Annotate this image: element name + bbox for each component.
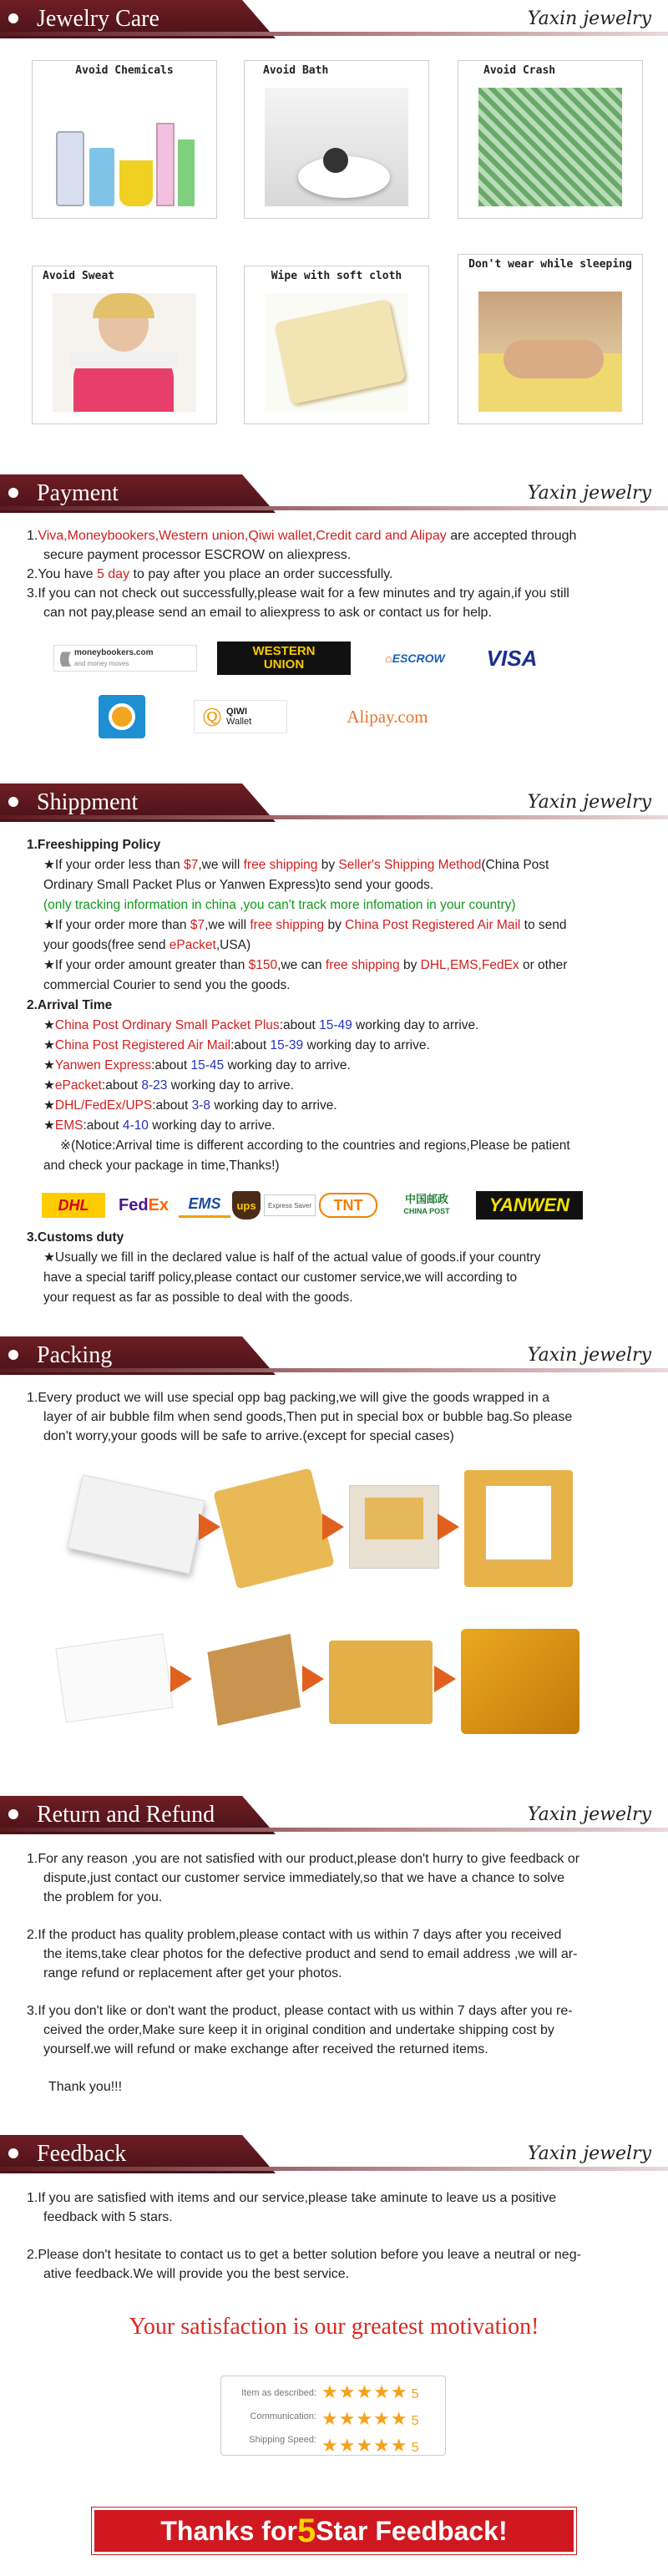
shipping-policy: 1.Freeshipping Policy ★If your order less than $7,we will free shipping by Seller's Shipping Method(China Post Ordinary Small Packet Plus or Yanwen Express)to send your goods. (only tracking information in china ,you can't track more infomation in your country) ★If your order more than $7,we will free shipping by China Post Registered Air Mail to send your goods(free send ePacket,USA) ★If your order amount greater than $150,we can free shipping by DHL,EMS,FedEx or other commercial Courier to send you the goods. 2.Arrival Time ★China Post Ordinary Small Packet Plus:about 15-49 working day to arrive. ★China Post Registered Air Mail:about 15-39 working day to arrive. ★Yanwen Express:about 15-45 working day to arrive. ★ePacket:about 8-23 working day to arrive. ★DHL/FedEx/UPS:about 3-8 working day to arrive. ★EMS:about 4-10 working day to arrive. ※(Notice:Arrival time is different according to the countries and regions,Please be patient and check your package in time,Thanks!) (27, 838, 570, 1173)
sealed-package-image (461, 1629, 579, 1734)
shipment-section (0, 783, 668, 1305)
jewelry-care-section (0, 0, 668, 282)
arrow-right-icon (438, 1514, 459, 1540)
bullet-dot-icon (8, 488, 18, 498)
escrow-logo: ⌂ ESCROW (385, 652, 445, 665)
qiwi-wallet-logo: Ⓠ QIWI Wallet (194, 700, 287, 733)
care-item-chemicals (32, 60, 217, 219)
section-header (0, 1796, 668, 1834)
care-item-sweat (32, 266, 217, 424)
brand-name: Yaxin jewelry (527, 1804, 651, 1825)
alipay-logo: Alipay.com (347, 706, 428, 727)
labeled-package-image (464, 1470, 573, 1587)
arrow-right-icon (322, 1514, 344, 1540)
feedback-section (0, 2135, 668, 2549)
bullet-dot-icon (8, 1809, 18, 1819)
soft-cloth-image (265, 293, 408, 412)
bullet-dot-icon (8, 13, 18, 23)
payment-terms: 1.Viva,Moneybookers,Western union,Qiwi wallet,Credit card and Alipay are accepted through secure payment processor ESCROW on aliexpress. 2.You have 5 day to pay after you place an order successfully. 3.If you can not check out successfully,please wait for a few minutes and try again,if you still can not pay,please send an email to aliexpress to ask or contact us for help. (27, 529, 577, 620)
dhl-logo: DHL (42, 1193, 105, 1218)
section-header (0, 2135, 668, 2173)
visa-logo: VISA (486, 645, 538, 671)
customs-duty: 3.Customs duty ★Usually we fill in the declared value is half of the actual value of goods.if your country have a special tariff policy,please contact our customer service,we will according to your request as far as possible to deal with the goods. (27, 1230, 541, 1305)
box-image (197, 1634, 301, 1726)
rating-score: 5 (411, 2387, 419, 2401)
brand-name: Yaxin jewelry (527, 2143, 651, 2164)
broken-glass-image (478, 88, 622, 206)
western-union-logo: WESTERN UNION (217, 641, 351, 675)
tnt-logo: TNT (319, 1193, 377, 1218)
arrow-right-icon (434, 1666, 456, 1692)
brand-name: Yaxin jewelry (527, 792, 651, 813)
section-header (0, 474, 668, 513)
arrow-right-icon (199, 1514, 220, 1540)
bath-image (265, 88, 408, 206)
section-title: Packing (37, 1342, 113, 1368)
section-title: Jewelry Care (37, 6, 159, 32)
rating-score: 5 (411, 2414, 419, 2428)
wrapped-items-image (55, 1633, 173, 1722)
care-caption: Don't wear while sleeping (468, 258, 632, 271)
care-caption: Avoid Bath (263, 64, 329, 77)
refund-section (0, 1796, 668, 2094)
care-item-wipe (244, 266, 429, 424)
yanwen-logo: YANWEN (476, 1191, 583, 1220)
sleeping-woman-image (478, 292, 622, 412)
rating-label: Item as described: (241, 2388, 316, 2398)
opp-bag-image (67, 1474, 205, 1574)
payment-section (0, 474, 668, 728)
ems-logo: EMS (179, 1193, 230, 1218)
stars-icon: ★★★★★ (321, 2408, 408, 2429)
packing-section (0, 1336, 668, 1443)
rating-label: Communication: (250, 2411, 316, 2421)
care-caption: Wipe with soft cloth (271, 270, 402, 282)
bullet-dot-icon (8, 1350, 18, 1360)
satisfaction-motto: Your satisfaction is our greatest motivation! (129, 2314, 539, 2340)
bubble-envelope-image (213, 1468, 334, 1589)
moneybookers-logo: ((((( moneybookers.com and money moves (53, 645, 197, 672)
chemical-bottles-image (53, 88, 196, 206)
brand-name: Yaxin jewelry (527, 1345, 651, 1366)
feedback-terms: 1.If you are satisfied with items and our service,please take aminute to leave us a positive feedback with 5 stars. 2.Please don't hesitate to contact us to get a better solution before you leave a neutral or neg- ative feedback.We will provide you the best service. (27, 2191, 581, 2281)
china-post-logo: 中国邮政 CHINA POST (403, 1193, 450, 1215)
rating-score: 5 (411, 2441, 419, 2455)
arrow-right-icon (170, 1666, 192, 1692)
arrow-right-icon (302, 1666, 324, 1692)
care-item-bath (244, 60, 429, 219)
section-title: Payment (37, 480, 119, 506)
section-title: Return and Refund (37, 1802, 215, 1828)
express-saver-logo: Express Saver (264, 1194, 316, 1216)
rating-label: Shipping Speed: (249, 2435, 316, 2445)
care-item-sleeping (458, 254, 643, 424)
care-item-crash (458, 60, 643, 219)
section-header (0, 0, 668, 38)
section-title: Shippment (37, 789, 139, 815)
bullet-dot-icon (8, 2148, 18, 2158)
stars-icon: ★★★★★ (321, 2435, 408, 2456)
qiwi-q-icon (99, 695, 145, 738)
fedex-logo: Fed Ex (118, 1195, 170, 1214)
scale-package-image (349, 1485, 439, 1569)
care-caption: Avoid Chemicals (75, 64, 174, 77)
section-header (0, 783, 668, 822)
section-title: Feedback (37, 2141, 127, 2167)
care-caption: Avoid Crash (483, 64, 556, 77)
rating-card (220, 2376, 446, 2456)
stars-icon: ★★★★★ (321, 2381, 408, 2402)
packing-text: 1.Every product we will use special opp bag packing,we will give the goods wrapped in a layer of air bubble film when send goods,Then put in special box or bubble bag.So please don't worry,your goods will be safe to arrive.(except for special cases) (27, 1391, 573, 1443)
brand-name: Yaxin jewelry (527, 483, 651, 504)
ups-logo: ups (232, 1191, 261, 1220)
brand-name: Yaxin jewelry (527, 8, 651, 29)
section-header (0, 1336, 668, 1375)
refund-terms: 1.For any reason ,you are not satisfied with our product,please don't hurry to give feedback or dispute,just contact our customer service immediately,so that we have a chance to solve the problem for you. 2.If the product has quality problem,please contact with us within 7 days after you received the items,take clear photos for the defective product and send to email address ,we will ar- range refund or replacement after get your photos. 3.If you don't like or don't want the product, please contact with us within 7 days after you re- ceived the order,Make sure keep it in original condition and undertake shipping cost by yourself.we will refund or make exchange after received the returned items. Thank you!!! (27, 1852, 580, 2094)
thanks-5-star-banner: Thanks for 5 Star Feedback! (92, 2508, 576, 2554)
bullet-dot-icon (8, 797, 18, 807)
woman-sweat-image (53, 293, 196, 412)
taped-box-image (329, 1640, 433, 1724)
care-caption: Avoid Sweat (43, 270, 115, 282)
